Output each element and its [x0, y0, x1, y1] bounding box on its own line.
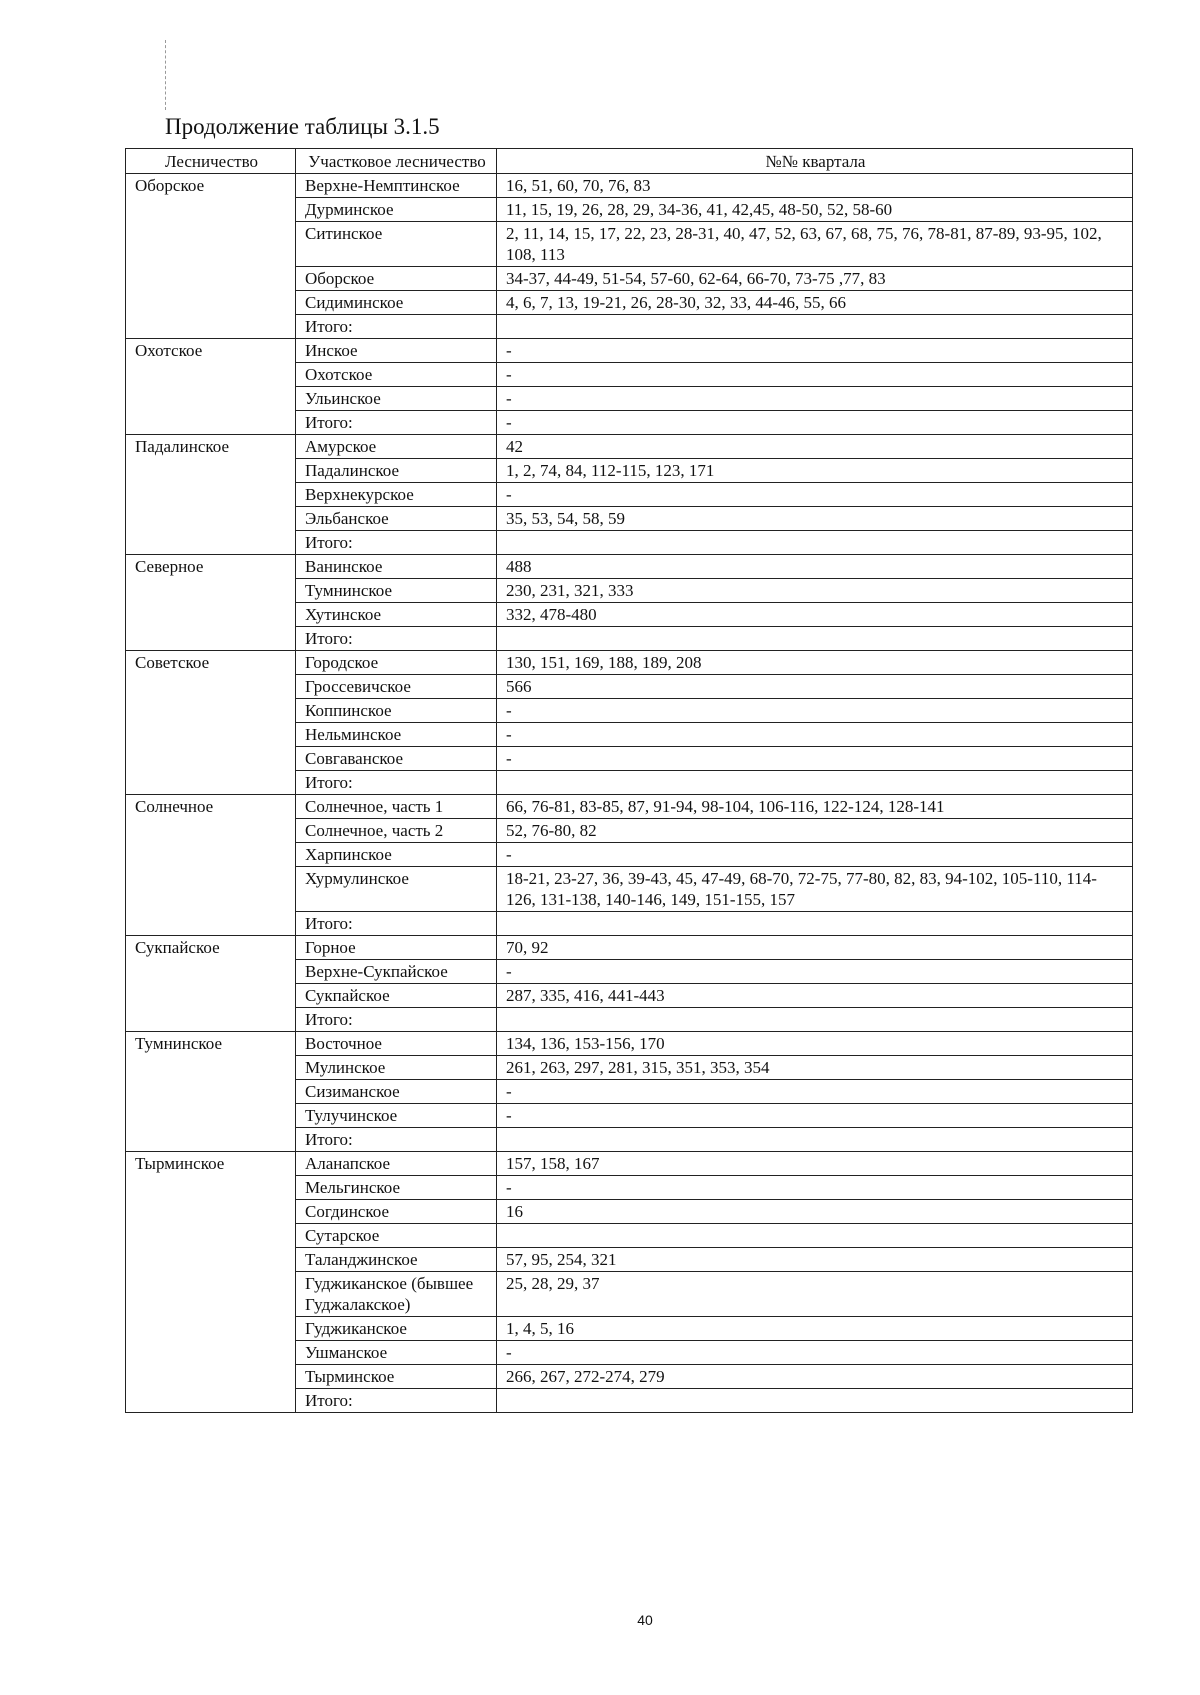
forestry-name-cell: Падалинское: [126, 435, 296, 555]
header-quarters: №№ квартала: [497, 149, 1133, 174]
district-forestry-cell: Эльбанское: [296, 507, 497, 531]
header-district-forestry: Участковое лесничество: [296, 149, 497, 174]
district-forestry-cell: Хурмулинское: [296, 867, 497, 912]
district-forestry-cell: Сутарское: [296, 1224, 497, 1248]
district-forestry-cell: Тумнинское: [296, 579, 497, 603]
quarters-cell: -: [497, 339, 1133, 363]
district-forestry-cell: Итого:: [296, 531, 497, 555]
district-forestry-cell: Итого:: [296, 627, 497, 651]
district-forestry-cell: Мельгинское: [296, 1176, 497, 1200]
scan-margin-marks: [165, 40, 168, 110]
table-row: [126, 651, 1133, 675]
district-forestry-cell: Верхнекурское: [296, 483, 497, 507]
quarters-cell: -: [497, 1104, 1133, 1128]
quarters-cell: 66, 76-81, 83-85, 87, 91-94, 98-104, 106-116, 122-124, 128-141: [497, 795, 1133, 819]
quarters-cell: [497, 627, 1133, 651]
quarters-cell: 57, 95, 254, 321: [497, 1248, 1133, 1272]
table-row: [126, 936, 1133, 960]
district-forestry-cell: Итого:: [296, 1128, 497, 1152]
district-forestry-cell: Таланджинское: [296, 1248, 497, 1272]
district-forestry-cell: Сизиманское: [296, 1080, 497, 1104]
district-forestry-cell: Сукпайское: [296, 984, 497, 1008]
quarters-cell: [497, 912, 1133, 936]
quarters-cell: 134, 136, 153-156, 170: [497, 1032, 1133, 1056]
district-forestry-cell: Гроссевичское: [296, 675, 497, 699]
district-forestry-cell: Горное: [296, 936, 497, 960]
quarters-cell: 2, 11, 14, 15, 17, 22, 23, 28-31, 40, 47, 52, 63, 67, 68, 75, 76, 78-81, 87-89, 93-95, 102, 108, 113: [497, 222, 1133, 267]
quarters-cell: [497, 1224, 1133, 1248]
quarters-cell: 287, 335, 416, 441-443: [497, 984, 1133, 1008]
district-forestry-cell: Амурское: [296, 435, 497, 459]
district-forestry-cell: Совгаванское: [296, 747, 497, 771]
district-forestry-cell: Итого:: [296, 1389, 497, 1413]
quarters-cell: 16, 51, 60, 70, 76, 83: [497, 174, 1133, 198]
quarters-cell: 1, 4, 5, 16: [497, 1317, 1133, 1341]
quarters-cell: -: [497, 747, 1133, 771]
quarters-cell: 52, 76-80, 82: [497, 819, 1133, 843]
quarters-cell: -: [497, 723, 1133, 747]
forestry-name-cell: Сукпайское: [126, 936, 296, 1032]
quarters-cell: -: [497, 960, 1133, 984]
quarters-cell: 130, 151, 169, 188, 189, 208: [497, 651, 1133, 675]
forestry-name-cell: Солнечное: [126, 795, 296, 936]
district-forestry-cell: Ушманское: [296, 1341, 497, 1365]
quarters-cell: -: [497, 1341, 1133, 1365]
district-forestry-cell: Итого:: [296, 315, 497, 339]
district-forestry-cell: Охотское: [296, 363, 497, 387]
table-row: [126, 174, 1133, 198]
quarters-cell: 16: [497, 1200, 1133, 1224]
district-forestry-cell: Солнечное, часть 2: [296, 819, 497, 843]
district-forestry-cell: Дурминское: [296, 198, 497, 222]
district-forestry-cell: Городское: [296, 651, 497, 675]
quarters-cell: [497, 315, 1133, 339]
quarters-cell: -: [497, 1080, 1133, 1104]
quarters-cell: 566: [497, 675, 1133, 699]
forestry-quarters-table: [125, 148, 1133, 1413]
table-header-row: [126, 149, 1133, 174]
district-forestry-cell: Восточное: [296, 1032, 497, 1056]
district-forestry-cell: Коппинское: [296, 699, 497, 723]
forestry-name-cell: Северное: [126, 555, 296, 651]
district-forestry-cell: Оборское: [296, 267, 497, 291]
district-forestry-cell: Ситинское: [296, 222, 497, 267]
district-forestry-cell: Мулинское: [296, 1056, 497, 1080]
table-row: [126, 435, 1133, 459]
quarters-cell: 18-21, 23-27, 36, 39-43, 45, 47-49, 68-70, 72-75, 77-80, 82, 83, 94-102, 105-110, 114-126, 131-138, 140-146, 149, 151-155, 157: [497, 867, 1133, 912]
quarters-cell: 1, 2, 74, 84, 112-115, 123, 171: [497, 459, 1133, 483]
district-forestry-cell: Солнечное, часть 1: [296, 795, 497, 819]
district-forestry-cell: Инское: [296, 339, 497, 363]
quarters-cell: 230, 231, 321, 333: [497, 579, 1133, 603]
page-number: 40: [637, 1612, 653, 1628]
district-forestry-cell: Гуджиканское (бывшее Гуджалакское): [296, 1272, 497, 1317]
district-forestry-cell: Аланапское: [296, 1152, 497, 1176]
quarters-cell: [497, 1128, 1133, 1152]
table-row: [126, 555, 1133, 579]
district-forestry-cell: Итого:: [296, 771, 497, 795]
district-forestry-cell: Верхне-Немптинское: [296, 174, 497, 198]
forestry-name-cell: Тырминское: [126, 1152, 296, 1413]
quarters-cell: 42: [497, 435, 1133, 459]
quarters-cell: 25, 28, 29, 37: [497, 1272, 1133, 1317]
table-caption: Продолжение таблицы 3.1.5: [165, 114, 440, 139]
quarters-cell: 4, 6, 7, 13, 19-21, 26, 28-30, 32, 33, 44-46, 55, 66: [497, 291, 1133, 315]
quarters-cell: -: [497, 699, 1133, 723]
table-row: [126, 1152, 1133, 1176]
district-forestry-cell: Хутинское: [296, 603, 497, 627]
district-forestry-cell: Гуджиканское: [296, 1317, 497, 1341]
quarters-cell: -: [497, 843, 1133, 867]
quarters-cell: 11, 15, 19, 26, 28, 29, 34-36, 41, 42,45, 48-50, 52, 58-60: [497, 198, 1133, 222]
quarters-cell: [497, 1389, 1133, 1413]
quarters-cell: -: [497, 1176, 1133, 1200]
quarters-cell: [497, 531, 1133, 555]
quarters-cell: 261, 263, 297, 281, 315, 351, 353, 354: [497, 1056, 1133, 1080]
quarters-cell: 34-37, 44-49, 51-54, 57-60, 62-64, 66-70, 73-75 ,77, 83: [497, 267, 1133, 291]
district-forestry-cell: Верхне-Сукпайское: [296, 960, 497, 984]
header-forestry: Лесничество: [126, 149, 296, 174]
district-forestry-cell: Нельминское: [296, 723, 497, 747]
quarters-cell: 70, 92: [497, 936, 1133, 960]
table-row: [126, 1032, 1133, 1056]
forestry-name-cell: Охотское: [126, 339, 296, 435]
quarters-cell: 35, 53, 54, 58, 59: [497, 507, 1133, 531]
district-forestry-cell: Ванинское: [296, 555, 497, 579]
forestry-name-cell: Оборское: [126, 174, 296, 339]
table-body: [126, 174, 1133, 1413]
forestry-name-cell: Советское: [126, 651, 296, 795]
quarters-cell: [497, 1008, 1133, 1032]
district-forestry-cell: Итого:: [296, 1008, 497, 1032]
quarters-cell: 332, 478-480: [497, 603, 1133, 627]
district-forestry-cell: Харпинское: [296, 843, 497, 867]
quarters-cell: -: [497, 363, 1133, 387]
quarters-cell: 157, 158, 167: [497, 1152, 1133, 1176]
district-forestry-cell: Согдинское: [296, 1200, 497, 1224]
quarters-cell: -: [497, 411, 1133, 435]
quarters-cell: [497, 771, 1133, 795]
district-forestry-cell: Сидиминское: [296, 291, 497, 315]
quarters-cell: 488: [497, 555, 1133, 579]
quarters-cell: -: [497, 483, 1133, 507]
quarters-cell: 266, 267, 272-274, 279: [497, 1365, 1133, 1389]
table-row: [126, 795, 1133, 819]
district-forestry-cell: Тырминское: [296, 1365, 497, 1389]
district-forestry-cell: Падалинское: [296, 459, 497, 483]
district-forestry-cell: Итого:: [296, 912, 497, 936]
district-forestry-cell: Ульинское: [296, 387, 497, 411]
table-row: [126, 339, 1133, 363]
forestry-name-cell: Тумнинское: [126, 1032, 296, 1152]
district-forestry-cell: Итого:: [296, 411, 497, 435]
quarters-cell: -: [497, 387, 1133, 411]
district-forestry-cell: Тулучинское: [296, 1104, 497, 1128]
